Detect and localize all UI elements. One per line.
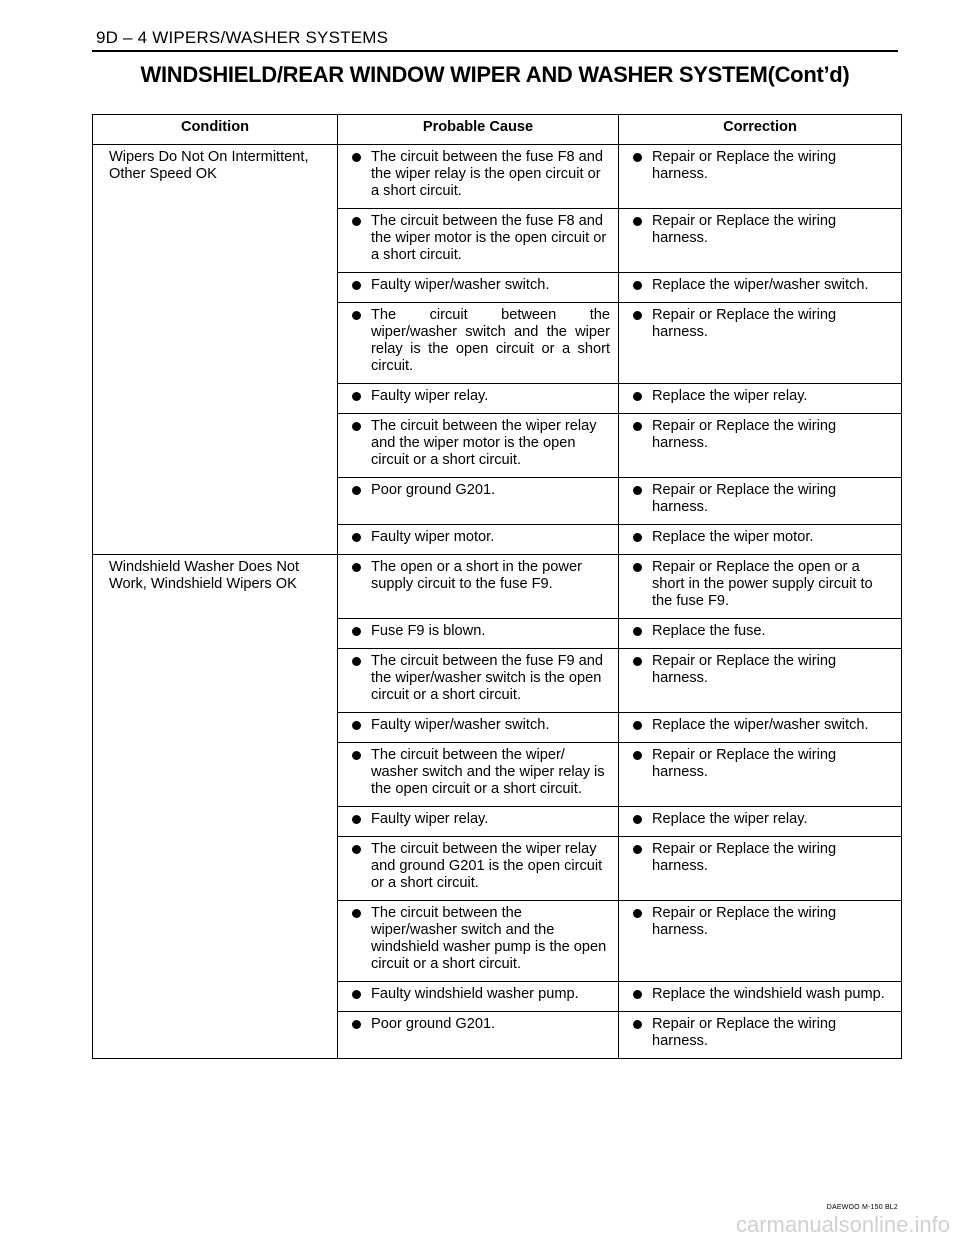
correction-cell <box>619 901 902 982</box>
page-header <box>92 28 898 52</box>
correction-cell <box>619 525 902 555</box>
cause-cell <box>338 555 619 619</box>
bullet-icon <box>352 311 361 320</box>
correction-cell-text: Repair or Replace the wiring harness. <box>652 482 837 515</box>
cause-cell <box>338 478 619 525</box>
cause-cell <box>338 619 619 649</box>
footer-code: DAEWOO M-150 BL2 <box>826 1204 898 1211</box>
bullet-icon <box>352 751 361 760</box>
bullet-icon <box>352 422 361 431</box>
bullet-icon <box>352 533 361 542</box>
correction-cell-text: Repair or Replace the wiring harness. <box>652 747 837 780</box>
cause-cell-text: The circuit between the fuse F8 and the wiper relay is the open circuit or a short circuit. <box>371 149 604 199</box>
correction-cell-text: Replace the wiper relay. <box>652 388 808 404</box>
cause-cell-text: Fuse F9 is blown. <box>371 623 486 639</box>
correction-cell-text: Repair or Replace the wiring harness. <box>652 841 837 874</box>
correction-cell-text: Repair or Replace the wiring harness. <box>652 307 837 340</box>
bullet-icon <box>352 990 361 999</box>
bullet-icon <box>633 392 642 401</box>
correction-cell-text: Repair or Replace the wiring harness. <box>652 905 837 938</box>
correction-cell <box>619 713 902 743</box>
correction-cell <box>619 303 902 384</box>
cause-cell-text: The circuit between the wiper/ washer switch and the wiper relay is the open circuit or a short circuit. <box>371 747 605 797</box>
cause-cell-text: The circuit between the fuse F8 and the wiper motor is the open circuit or a short circuit. <box>371 213 607 263</box>
table-row <box>93 555 902 619</box>
bullet-icon <box>633 657 642 666</box>
table-row <box>93 145 902 209</box>
bullet-icon <box>633 563 642 572</box>
bullet-icon <box>633 533 642 542</box>
cause-cell <box>338 414 619 478</box>
bullet-icon <box>633 281 642 290</box>
cause-cell-text: Faulty wiper/washer switch. <box>371 717 550 733</box>
header-correction: Correction <box>619 115 902 145</box>
cause-cell-text: The circuit between the wiper/washer switch and the windshield washer pump is the open circuit or a short circuit. <box>371 905 607 972</box>
cause-cell-text: The circuit between the wiper relay and ground G201 is the open circuit or a short circuit. <box>371 841 603 891</box>
bullet-icon <box>633 1020 642 1029</box>
bullet-icon <box>633 486 642 495</box>
cause-cell <box>338 743 619 807</box>
section-header: 9D – 4 WIPERS/WASHER SYSTEMS <box>96 28 389 47</box>
bullet-icon <box>352 281 361 290</box>
correction-cell-text: Replace the wiper/washer switch. <box>652 277 869 293</box>
cause-cell <box>338 1012 619 1059</box>
cause-cell <box>338 145 619 209</box>
bullet-icon <box>352 815 361 824</box>
cause-cell-text: The open or a short in the power supply circuit to the fuse F9. <box>371 559 582 592</box>
cause-cell-text: Faulty wiper motor. <box>371 529 495 545</box>
cause-cell-text: The circuit between the fuse F9 and the wiper/washer switch is the open circuit or a short circuit. <box>371 653 604 703</box>
bullet-icon <box>633 153 642 162</box>
correction-cell <box>619 743 902 807</box>
bullet-icon <box>633 845 642 854</box>
correction-cell <box>619 145 902 209</box>
cause-cell <box>338 837 619 901</box>
bullet-icon <box>633 311 642 320</box>
correction-cell-text: Repair or Replace the open or a short in the power supply circuit to the fuse F9. <box>652 559 873 609</box>
correction-cell-text: Repair or Replace the wiring harness. <box>652 149 837 182</box>
correction-cell <box>619 414 902 478</box>
correction-cell <box>619 273 902 303</box>
bullet-icon <box>352 217 361 226</box>
bullet-icon <box>352 392 361 401</box>
bullet-icon <box>352 627 361 636</box>
correction-cell-text: Replace the windshield wash pump. <box>652 986 885 1002</box>
bullet-icon <box>633 422 642 431</box>
correction-cell <box>619 478 902 525</box>
cause-cell <box>338 649 619 713</box>
correction-cell-text: Repair or Replace the wiring harness. <box>652 213 837 246</box>
correction-cell-text: Repair or Replace the wiring harness. <box>652 653 837 686</box>
bullet-icon <box>352 845 361 854</box>
correction-cell-text: Replace the wiper/washer switch. <box>652 717 869 733</box>
header-probable-cause: Probable Cause <box>338 115 619 145</box>
correction-cell-text: Repair or Replace the wiring harness. <box>652 418 837 451</box>
condition-cell: Windshield Washer Does Not Work, Windshield Wipers OK <box>93 555 338 1059</box>
bullet-icon <box>352 909 361 918</box>
table-body <box>93 145 902 1059</box>
bullet-icon <box>633 815 642 824</box>
correction-cell <box>619 807 902 837</box>
header-condition: Condition <box>93 115 338 145</box>
bullet-icon <box>352 486 361 495</box>
cause-cell <box>338 982 619 1012</box>
cause-cell <box>338 713 619 743</box>
correction-cell-text: Repair or Replace the wiring harness. <box>652 1016 837 1049</box>
correction-cell <box>619 649 902 713</box>
cause-cell-text: Poor ground G201. <box>371 1016 496 1032</box>
diagnosis-table <box>92 114 902 1059</box>
header-rule <box>92 50 898 52</box>
correction-cell <box>619 384 902 414</box>
correction-cell <box>619 1012 902 1059</box>
bullet-icon <box>633 909 642 918</box>
bullet-icon <box>352 563 361 572</box>
bullet-icon <box>352 1020 361 1029</box>
cause-cell-text: The circuit between the wiper relay and the wiper motor is the open circuit or a short circuit. <box>371 418 597 468</box>
correction-cell <box>619 209 902 273</box>
correction-cell <box>619 837 902 901</box>
page-title: WINDSHIELD/REAR WINDOW WIPER AND WASHER SYSTEM(Cont’d) <box>140 62 850 87</box>
bullet-icon <box>633 751 642 760</box>
correction-cell-text: Replace the fuse. <box>652 623 766 639</box>
bullet-icon <box>352 657 361 666</box>
table-header-row <box>93 115 902 145</box>
cause-cell <box>338 384 619 414</box>
cause-cell <box>338 901 619 982</box>
bullet-icon <box>352 153 361 162</box>
bullet-icon <box>633 217 642 226</box>
cause-cell-text: Poor ground G201. <box>371 482 496 498</box>
cause-cell <box>338 273 619 303</box>
cause-cell-text: Faulty wiper relay. <box>371 811 489 827</box>
bullet-icon <box>352 721 361 730</box>
bullet-icon <box>633 990 642 999</box>
correction-cell-text: Replace the wiper motor. <box>652 529 814 545</box>
cause-cell <box>338 525 619 555</box>
bullet-icon <box>633 627 642 636</box>
cause-cell <box>338 209 619 273</box>
cause-cell <box>338 303 619 384</box>
condition-cell: Wipers Do Not On Intermittent, Other Speed OK <box>93 145 338 555</box>
correction-cell <box>619 555 902 619</box>
bullet-icon <box>633 721 642 730</box>
cause-cell-text: Faulty wiper/washer switch. <box>371 277 550 293</box>
correction-cell <box>619 619 902 649</box>
cause-cell-text: The circuit between the wiper/washer switch and the wiper relay is the open circuit or a short circuit. <box>371 307 610 374</box>
watermark: carmanualsonline.info <box>735 1212 950 1237</box>
cause-cell-text: Faulty windshield washer pump. <box>371 986 579 1002</box>
correction-cell <box>619 982 902 1012</box>
correction-cell-text: Replace the wiper relay. <box>652 811 808 827</box>
cause-cell <box>338 807 619 837</box>
cause-cell-text: Faulty wiper relay. <box>371 388 489 404</box>
